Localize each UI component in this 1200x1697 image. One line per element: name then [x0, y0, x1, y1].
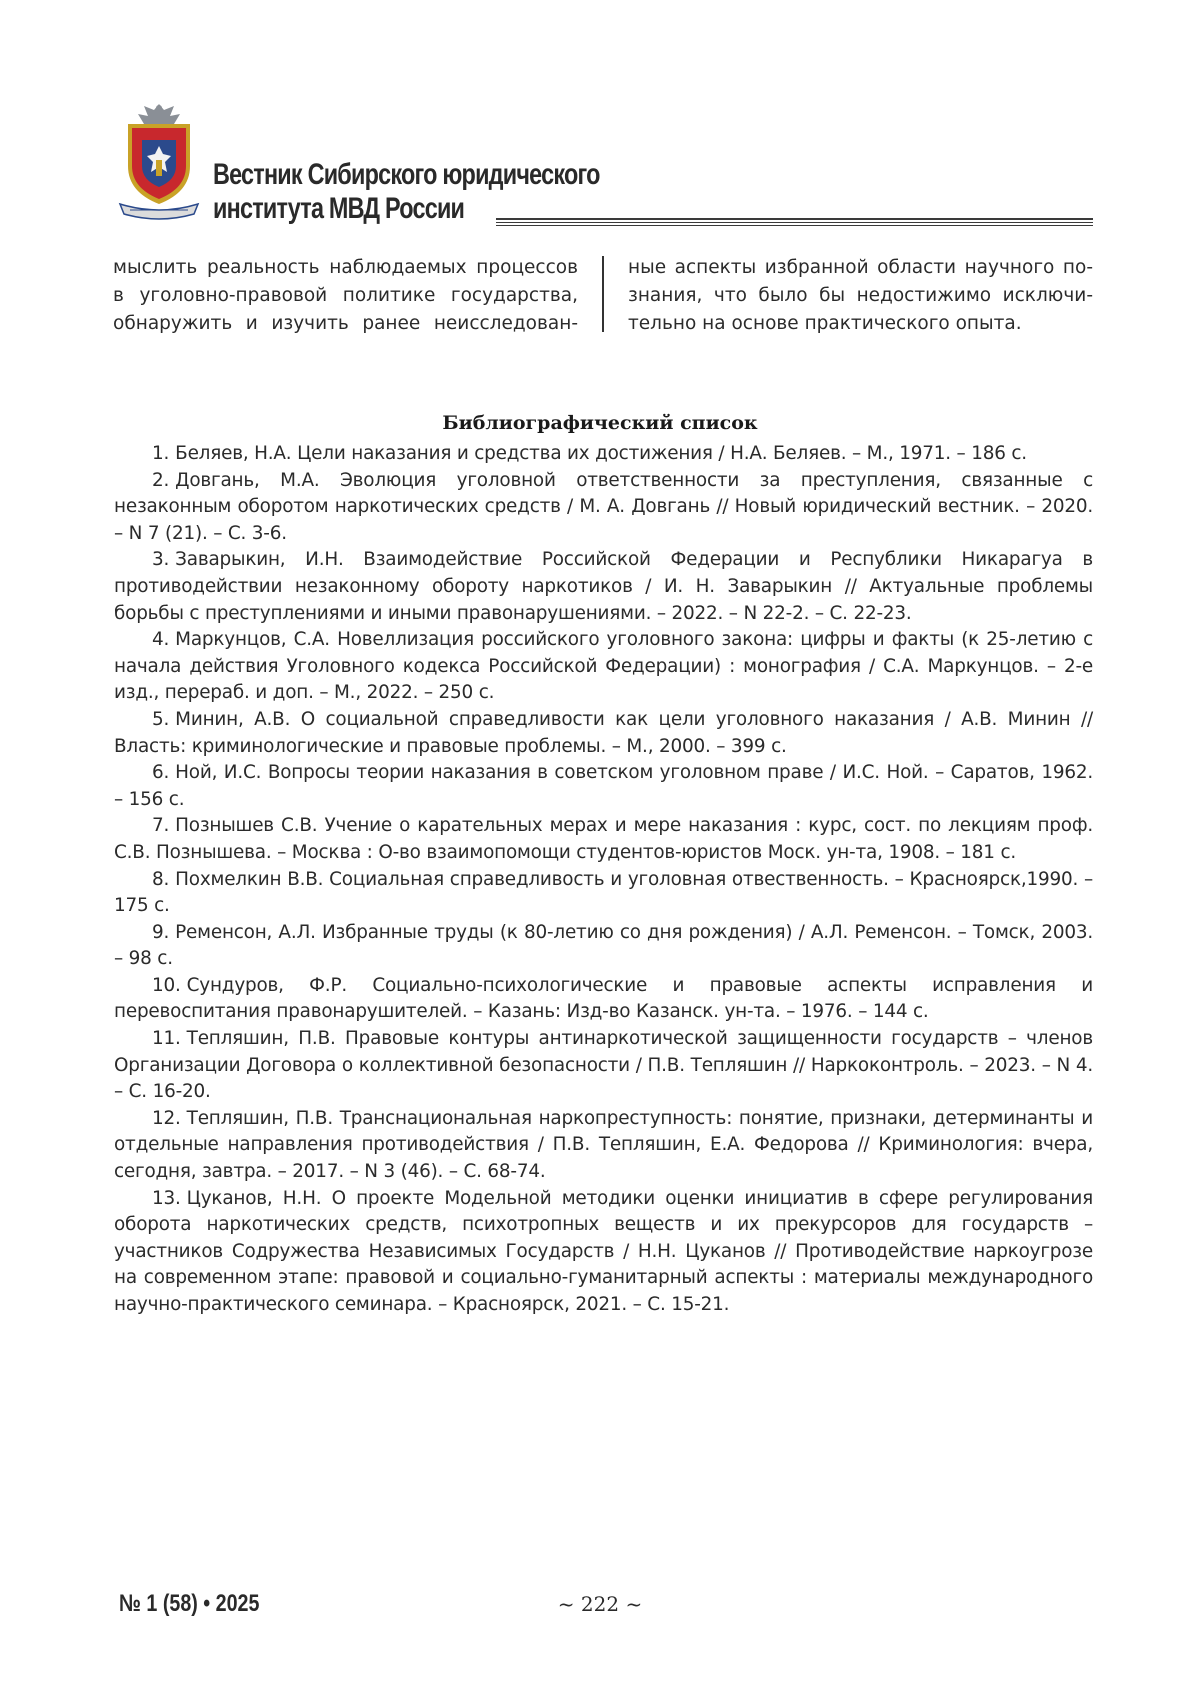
bibliography-entry	[114, 1026, 1093, 1106]
text-line: в уголовно-правовой политике государства,	[113, 285, 578, 306]
text-line: обнаружить и изучить ранее неисследован-	[113, 313, 578, 334]
bibliography-entry	[114, 973, 1093, 1026]
entry-text: Ной, И.С. Вопросы теории наказания в советском уголовном праве / И.С. Ной. – Саратов, 1962. – 156 с.	[114, 762, 1093, 810]
bibliography-entry	[114, 760, 1093, 813]
bibliography-entry	[114, 1106, 1093, 1186]
entry-number: 2.	[152, 469, 170, 491]
bibliography-entry	[114, 707, 1093, 760]
issue-number: № 1 (58) • 2025	[119, 1590, 260, 1617]
journal-title-line-1: Вестник Сибирского юридического	[213, 158, 600, 191]
bibliography-entry	[114, 468, 1093, 548]
bibliography-entry	[114, 547, 1093, 627]
bibliography-entry	[114, 441, 1093, 468]
entry-number: 7.	[152, 815, 170, 837]
entry-text: Ременсон, А.Л. Избранные труды (к 80-летию со дня рождения) / А.Л. Ременсон. – Томск, 2003. – 98 с.	[114, 921, 1093, 970]
institute-emblem-icon	[118, 100, 200, 225]
entry-number: 1.	[152, 443, 170, 464]
entry-number: 12.	[152, 1107, 181, 1129]
entry-number: 5.	[152, 708, 170, 730]
entry-text: Минин, А.В. О социальной справедливости как цели уголовного наказания / А.В. Минин // Власть: криминологические и правовые проблемы. – М., 2000. – 399 с.	[114, 708, 1093, 757]
entry-number: 6.	[152, 762, 170, 784]
journal-title-line-2: института МВД России	[213, 192, 465, 225]
entry-text: Похмелкин В.В. Социальная справедливость и уголовная отвественность. – Красноярск,1990. – 175 с.	[114, 868, 1093, 917]
entry-text: Беляев, Н.А. Цели наказания и средства их достижения / Н.А. Беляев. – М., 1971. – 186 с.	[175, 443, 1027, 464]
entry-text: Тепляшин, П.В. Правовые контуры антинаркотической защищенности государств – членов Организации Договора о коллективной безопасности / П.В. Тепляшин // Наркоконтроль. – 2023. – N 4. – С. 16-20.	[114, 1028, 1093, 1103]
bibliography-entry	[114, 867, 1093, 920]
journal-title	[213, 158, 600, 226]
header-rule	[496, 218, 1093, 227]
text-line: знания, что было бы недостижимо исключи-	[628, 285, 1093, 306]
entry-number: 11.	[152, 1028, 181, 1050]
entry-text: Сундуров, Ф.Р. Социально-психологические и правовые аспекты исправления и перевоспитания правонарушителей. – Казань: Изд-во Казанск. ун-та. – 1976. – 144 с.	[114, 974, 1093, 1023]
entry-number: 3.	[152, 549, 170, 571]
column-divider	[602, 256, 604, 332]
bibliography-entry	[114, 813, 1093, 866]
bibliography-entry	[114, 920, 1093, 973]
entry-text: Тепляшин, П.В. Транснациональная наркопреступность: понятие, признаки, детерминанты и отдельные направления противодействия / П.В. Тепляшин, Е.А. Федорова // Криминология: вчера, сегодня, завтра. – 2017. – N 3 (46). – С. 68-74.	[114, 1107, 1093, 1183]
entry-text: Познышев С.В. Учение о карательных мерах и мере наказания : курс, сост. по лекциям проф. С.В. Познышева. – Москва : О-во взаимопомощи студентов-юристов Моск. ун-та, 1908. – 181 с.	[114, 815, 1093, 863]
entry-text: Цуканов, Н.Н. О проекте Модельной методики оценки инициатив в сфере регулирования оборота наркотических средств, психотропных веществ и их прекурсоров для государств – участников Содружества Независимых Государств / Н.Н. Цуканов // Противодействие наркоугрозе на современном этапе: правовой и социально-гуманитарный аспекты : материалы международного научно-практического семинара. – Красноярск, 2021. – С. 15-21.	[114, 1187, 1093, 1315]
bibliography-entry	[114, 627, 1093, 707]
entry-number: 9.	[152, 921, 170, 943]
entry-number: 8.	[152, 868, 170, 890]
entry-text: Довгань, М.А. Эволюция уголовной ответственности за преступления, связанные с незаконным оборотом наркотических средств / М. А. Довгань // Новый юридический вестник. – 2020. – N 7 (21). – С. 3-6.	[114, 469, 1093, 544]
text-line: тельно на основе практического опыта.	[628, 313, 1022, 334]
bibliography-list	[114, 441, 1093, 1319]
page-header	[118, 100, 1093, 235]
entry-number: 4.	[152, 629, 170, 651]
entry-text: Маркунцов, С.А. Новеллизация российского уголовного закона: цифры и факты (к 25-летию с начала действия Уголовного кодекса Российской Федерации) : монография / С.А. Маркунцов. – 2-е изд., перераб. и доп. – М., 2022. – 250 с.	[114, 629, 1093, 704]
left-column	[113, 254, 578, 338]
entry-number: 10.	[152, 974, 181, 996]
page-number: ~ 222 ~	[557, 1592, 643, 1616]
entry-number: 13.	[152, 1187, 181, 1209]
entry-text: Заварыкин, И.Н. Взаимодействие Российской Федерации и Республики Никарагуа в противодействии незаконному обороту наркотиков / И. Н. Заварыкин // Актуальные проблемы борьбы с преступлениями и иными правонарушениями. – 2022. – N 22-2. – С. 22-23.	[114, 549, 1093, 624]
right-column	[628, 254, 1093, 338]
bibliography-title: Библиографический список	[442, 412, 758, 434]
text-line: ные аспекты избранной области научного по-	[628, 257, 1093, 278]
text-line: мыслить реальность наблюдаемых процессов	[113, 257, 578, 278]
bibliography-entry	[114, 1186, 1093, 1319]
